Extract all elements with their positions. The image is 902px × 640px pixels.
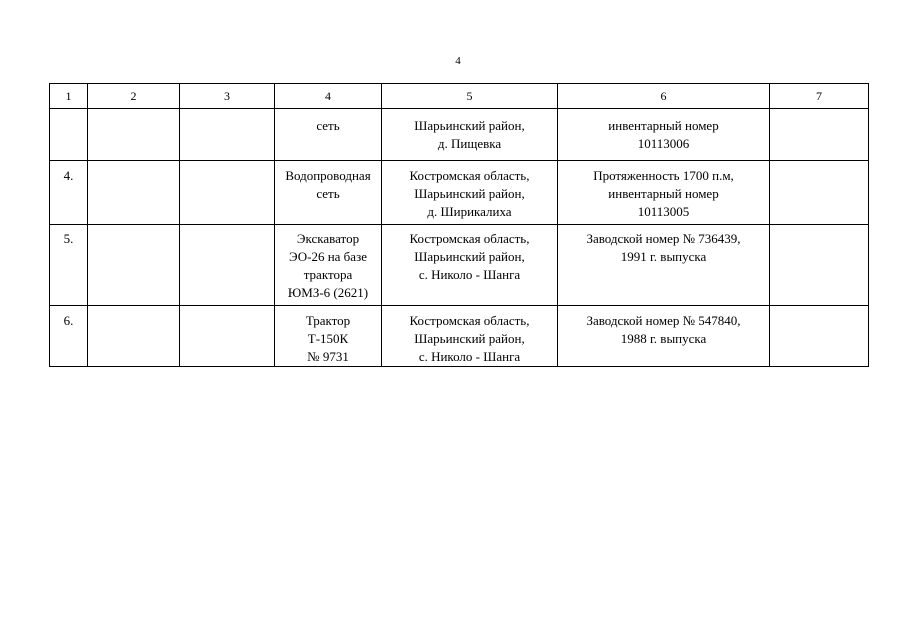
table-cell — [770, 109, 869, 161]
table-cell — [88, 306, 180, 367]
characteristics-cell: Заводской номер № 736439, 1991 г. выпуска — [558, 225, 770, 306]
location-cell: Костромская область, Шарьинский район, с. Николо - Шанга — [382, 306, 558, 367]
row-number-cell: 6. — [50, 306, 88, 367]
column-header: 3 — [180, 84, 275, 109]
column-header: 1 — [50, 84, 88, 109]
table-cell — [180, 109, 275, 161]
table-row — [50, 161, 869, 225]
table-cell — [180, 161, 275, 225]
column-header: 7 — [770, 84, 869, 109]
table-cell — [180, 225, 275, 306]
table-row — [50, 225, 869, 306]
location-cell: Костромская область, Шарьинский район, с. Николо - Шанга — [382, 225, 558, 306]
table-cell — [88, 109, 180, 161]
table-row — [50, 306, 869, 367]
table-cell — [770, 225, 869, 306]
object-name-cell: Экскаватор ЭО-26 на базе трактора ЮМЗ-6 (2621) — [275, 225, 382, 306]
column-header: 5 — [382, 84, 558, 109]
location-cell: Костромская область, Шарьинский район, д. Ширикалиха — [382, 161, 558, 225]
property-table — [49, 83, 869, 367]
page-number: 4 — [455, 55, 461, 67]
table-cell — [88, 161, 180, 225]
table-cell — [770, 306, 869, 367]
characteristics-cell: Протяженность 1700 п.м, инвентарный номер 10113005 — [558, 161, 770, 225]
object-name-cell: сеть — [275, 109, 382, 161]
table-header-row — [50, 84, 869, 109]
column-header: 2 — [88, 84, 180, 109]
object-name-cell: Водопроводная сеть — [275, 161, 382, 225]
characteristics-cell: Заводской номер № 547840, 1988 г. выпуска — [558, 306, 770, 367]
column-header: 6 — [558, 84, 770, 109]
object-name-cell: Трактор Т-150К № 9731 — [275, 306, 382, 367]
table-cell — [770, 161, 869, 225]
location-cell: Шарьинский район, д. Пищевка — [382, 109, 558, 161]
row-number-cell — [50, 109, 88, 161]
characteristics-cell: инвентарный номер 10113006 — [558, 109, 770, 161]
table-cell — [180, 306, 275, 367]
table-row — [50, 109, 869, 161]
row-number-cell: 5. — [50, 225, 88, 306]
column-header: 4 — [275, 84, 382, 109]
row-number-cell: 4. — [50, 161, 88, 225]
table-cell — [88, 225, 180, 306]
